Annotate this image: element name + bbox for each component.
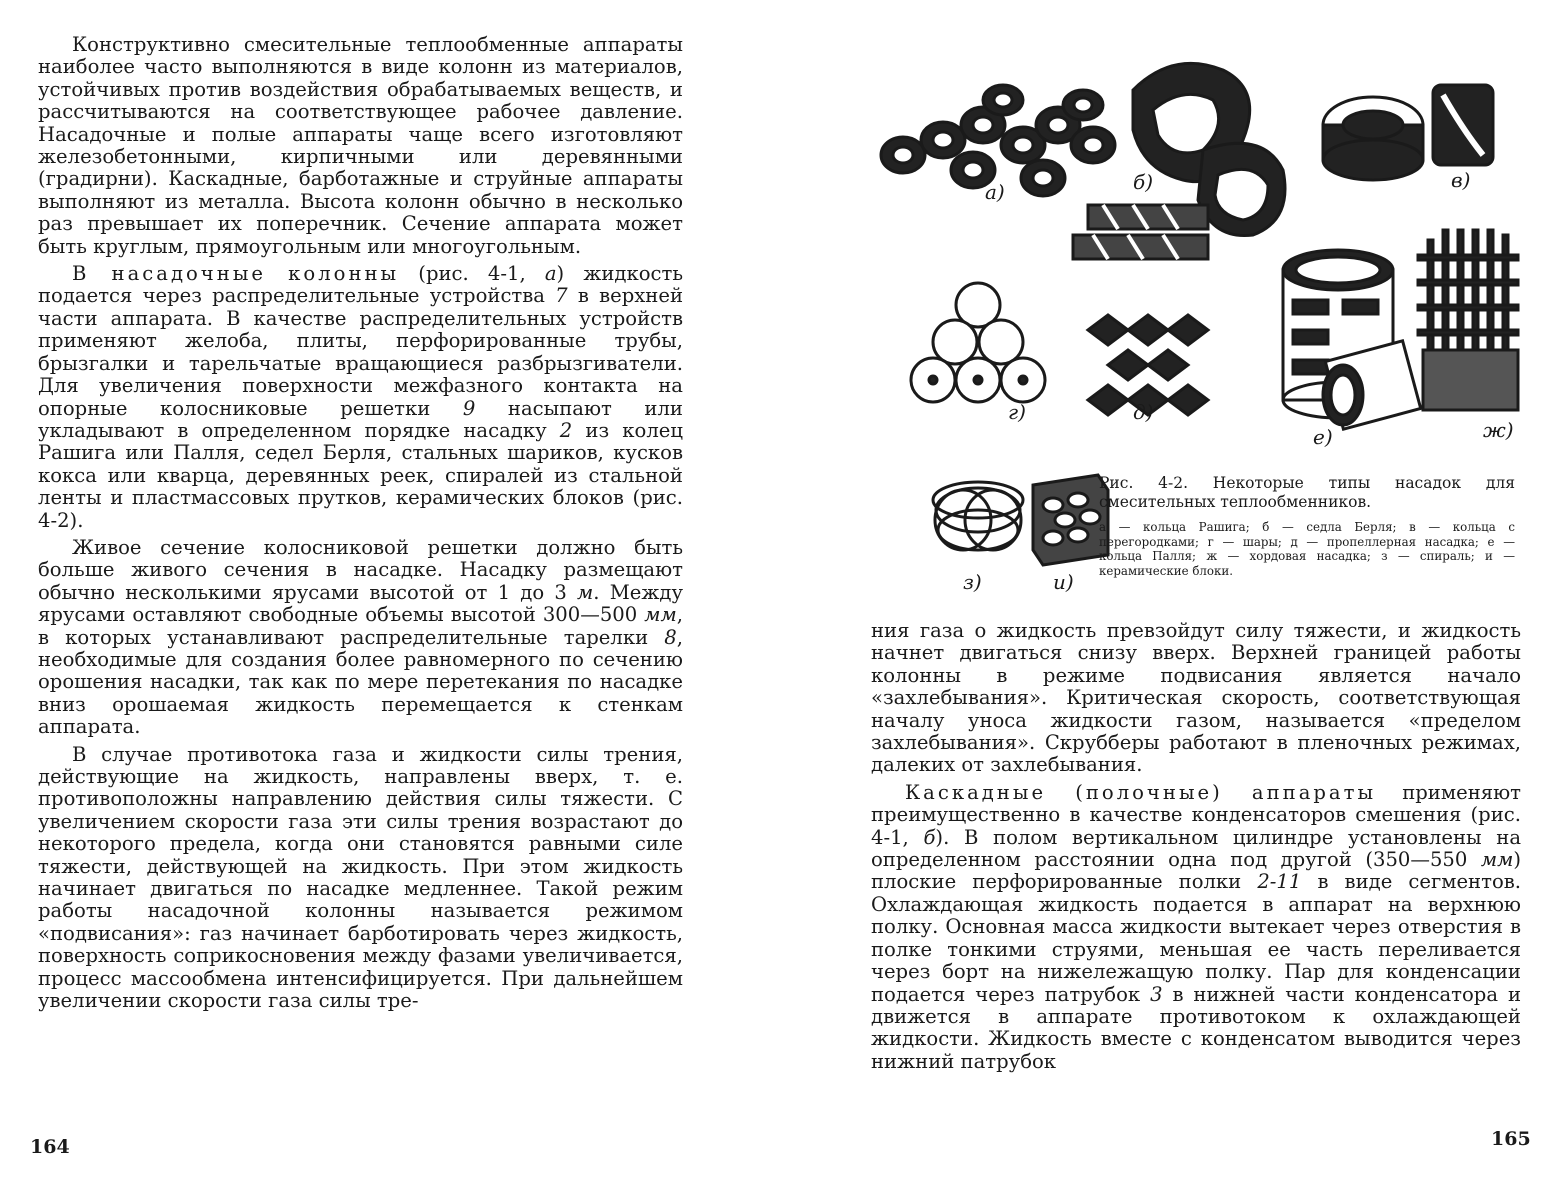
left_page-paragraph-1 [38,34,683,258]
text-run: в верхней части аппарата. В качестве распределительных устройств применяют желоба, плиты, перфорированные трубы, брызгалки и тарельчатые вращающиеся разбрызгиватели. Для увеличения поверхности межфазного контакта на опорные колосниковые решетки [38,284,683,420]
text-run: Конструктивно смесительные теплообменные аппараты наиболее часто выполняются в виде колонн из материалов, устойчивых против воздействия обрабатываемых веществ, и рассчитываются на соответствующее рабочее давление. Насадочные и полые аппараты чаще всего изготовляют железобетонными, кирпичными или деревянными (градирни). Каскадные, барботажные и струйные аппараты выполняют из металла. Высота колонн обычно в несколько раз превышает их поперечник. Сечение аппарата может быть круглым, прямоугольным или многоугольным. [38,33,683,258]
figure-label-a: а) [985,180,1005,204]
grid-packing-drawing [1418,230,1518,410]
text-run: м [577,580,594,604]
figure-caption-legend: а — кольца Рашига; б — седла Берля; в — кольца с перегородками; г — шары; д — пропеллерная насадка; е — кольца Палля; ж — хордовая насадка; з — спираль; и — керамические блоки. [1099,520,1515,578]
figure-label-g: г) [1008,400,1026,424]
page-number-right: 165 [1491,1128,1531,1150]
text-run: Живое сечение колосниковой решетки должно быть больше живого сечения в насадке. Насадку размещают обычно несколькими ярусами высотой от 1 до 3 [38,535,683,604]
text-run: 8 [664,625,677,649]
left_page-paragraph-3 [38,537,683,739]
figure-label-zh: ж) [1483,418,1514,442]
left-text-column [38,34,683,1017]
text-run: , в которых устанавливают распределительные тарелки [38,603,683,649]
right_page-paragraph-1 [871,620,1521,777]
spiral-bars-drawing [1073,205,1208,259]
figure-caption [1099,474,1515,578]
figure-label-d: д) [1133,400,1154,424]
text-run: из колец Рашига или Палля, седел Берля, стальных шариков, кусков кокса или кварца, деревянных реек, спиралей из стальной ленты и пластмассовых прутков, керамических блоков (рис. 4-2). [38,418,683,532]
text-run: . Между ярусами оставляют свободные объемы высотой 300—500 [38,580,684,627]
figure-label-b: б) [1133,170,1154,194]
text-run: В насадочные колонны [72,262,400,286]
figure-label-i: и) [1053,570,1074,594]
text-run: ) жидкость подается через распределительные устройства [38,262,683,308]
text-run: ) плоские перфорированные полки [871,848,1521,894]
pall-rings-drawing [1283,250,1421,429]
text-run: насыпают или укладывают в определенном порядке насадку [38,396,683,442]
partition-rings-drawing [1323,85,1493,180]
spiral-packing-drawing [933,482,1023,550]
figure-label-v: в) [1451,168,1471,192]
text-run: ния газа о жидкость превзойдут силу тяжести, и жидкость начнет двигаться снизу вверх. Верхней границей работы колонны в режиме подвисания является начало «захлебывания». Критическая скорость, соответствующая началу уноса жидкости газом, называется «пределом захлебывания». Скрубберы работают в пленочных режимах, далеких от захлебывания. [871,619,1521,777]
figure-label-e: е) [1313,425,1333,449]
text-run: применяют преимущественно в качестве конденсаторов смешения (рис. 4-1, [871,780,1522,849]
ceramic-blocks-drawing [1033,475,1108,565]
text-run: мм [644,603,677,627]
text-run: 7 [555,284,568,308]
figure-label-z: з) [963,570,982,594]
text-run: 2 [559,418,573,442]
text-run: (рис. 4-1, [399,262,545,286]
text-run: в нижней части конденсатора и движется в аппарате противотоком к охлаждающей жидкости. Жидкость вместе с конденсатом выводится через нижний патрубок [871,982,1522,1073]
figure-caption-title: Рис. 4-2. Некоторые типы насадок для смесительных теплообменников. [1099,474,1515,511]
text-run: 9 [462,396,476,420]
text-run: В случае противотока газа и жидкости силы трения, действующие на жидкость, направлены вверх, т. е. противоположны направлению действия силы тяжести. С увеличением скорости газа эти силы трения возрастают до некоторого предела, когда они становятся равными силе тяжести, действующей на жидкость. При этом жидкость начинает двигаться по насадке медленнее. Такой режим работы насадочной колонны называется режимом «подвисания»: газ начинает барботировать через жидкость, поверхность соприкосновения между фазами увеличивается, процесс массообмена интенсифицируется. При дальнейшем увеличении скорости газа силы тре- [38,742,683,1013]
text-run: ). В полом вертикальном цилиндре установлены на определенном расстоянии одна под другой (350—550 [871,825,1521,872]
text-run: , необходимые для создания более равномерного по сечению орошения насадки, так как по мере перетекания по насадке вниз орошаемая жидкость перемещается к стенкам аппарата. [38,625,683,739]
text-run: 2-11 [1257,870,1302,894]
text-run: а [544,262,557,286]
text-run: мм [1480,848,1514,872]
text-run: б [923,825,936,849]
balls-drawing [911,283,1045,402]
text-run: Каскадные (полочные) аппараты [905,780,1377,804]
right-page [783,0,1566,1190]
page-number-left: 164 [30,1136,70,1158]
right_page-paragraph-2 [871,782,1521,1073]
left_page-paragraph-2 [38,263,683,532]
left_page-paragraph-4 [38,744,683,1013]
text-run: 3 [1150,982,1163,1006]
right-text-column [871,620,1521,1078]
text-run: в виде сегментов. Охлаждающая жидкость подается в аппарат на верхнюю полку. Основная масса жидкости вытекает через отверстия в полке тонкими струями, меньшая ее часть переливается через борт на нижележащую полку. Пар для конденсации подается через патрубок [871,870,1522,1006]
